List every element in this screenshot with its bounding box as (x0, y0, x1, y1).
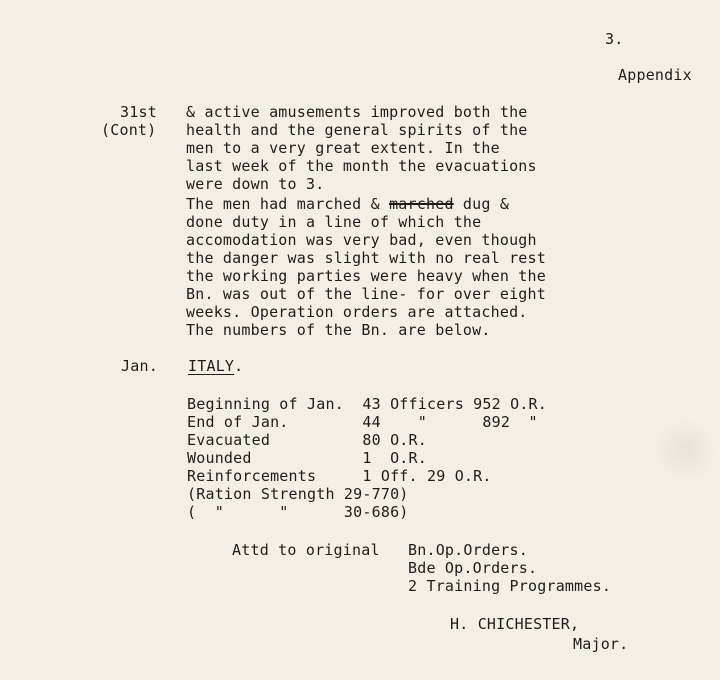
diary-line: done duty in a line of which the (186, 213, 482, 231)
diary-line: & active amusements improved both the (186, 103, 528, 121)
diary-text: The men had marched & (186, 195, 390, 213)
diary-line: were down to 3. (186, 175, 325, 193)
struck-word: marched (389, 195, 454, 213)
stats-row: Reinforcements 1 Off. 29 O.R. (187, 467, 492, 485)
date-cont: (Cont) (101, 121, 157, 139)
stats-row: Evacuated 80 O.R. (187, 431, 427, 449)
diary-line: accomodation was very bad, even though (186, 231, 537, 249)
heading-suffix: . (234, 357, 244, 375)
attachment-item: 2 Training Programmes. (408, 577, 612, 595)
date-jan: Jan. (121, 357, 158, 375)
diary-line: last week of the month the evacuations (186, 157, 537, 175)
signature-rank: Major. (573, 635, 629, 653)
attachments-intro: Attd to original (232, 541, 380, 559)
diary-line: The numbers of the Bn. are below. (186, 321, 491, 339)
attachment-item: Bn.Op.Orders. (408, 541, 528, 559)
section-heading (188, 357, 243, 375)
stats-row: ( " " 30-686) (187, 503, 409, 521)
paper-smudge (650, 420, 720, 480)
diary-line: the danger was slight with no real rest (186, 249, 546, 267)
heading-italy: ITALY (188, 357, 235, 375)
diary-line: health and the general spirits of the (186, 121, 528, 139)
signature-name: H. CHICHESTER, (450, 615, 580, 633)
diary-line-with-correction (186, 195, 509, 213)
diary-line: Bn. was out of the line- for over eight (186, 285, 546, 303)
diary-line: men to a very great extent. In the (186, 139, 500, 157)
page-number: 3. (605, 30, 624, 48)
attachment-item: Bde Op.Orders. (408, 559, 538, 577)
date-31st: 31st (120, 103, 157, 121)
stats-row: Beginning of Jan. 43 Officers 952 O.R. (187, 395, 547, 413)
diary-line: the working parties were heavy when the (186, 267, 546, 285)
diary-line: weeks. Operation orders are attached. (186, 303, 528, 321)
diary-text: dug & (453, 195, 510, 213)
stats-row: Wounded 1 O.R. (187, 449, 427, 467)
appendix-label: Appendix (618, 66, 692, 84)
stats-row: End of Jan. 44 " 892 " (187, 413, 538, 431)
stats-row: (Ration Strength 29-770) (187, 485, 409, 503)
